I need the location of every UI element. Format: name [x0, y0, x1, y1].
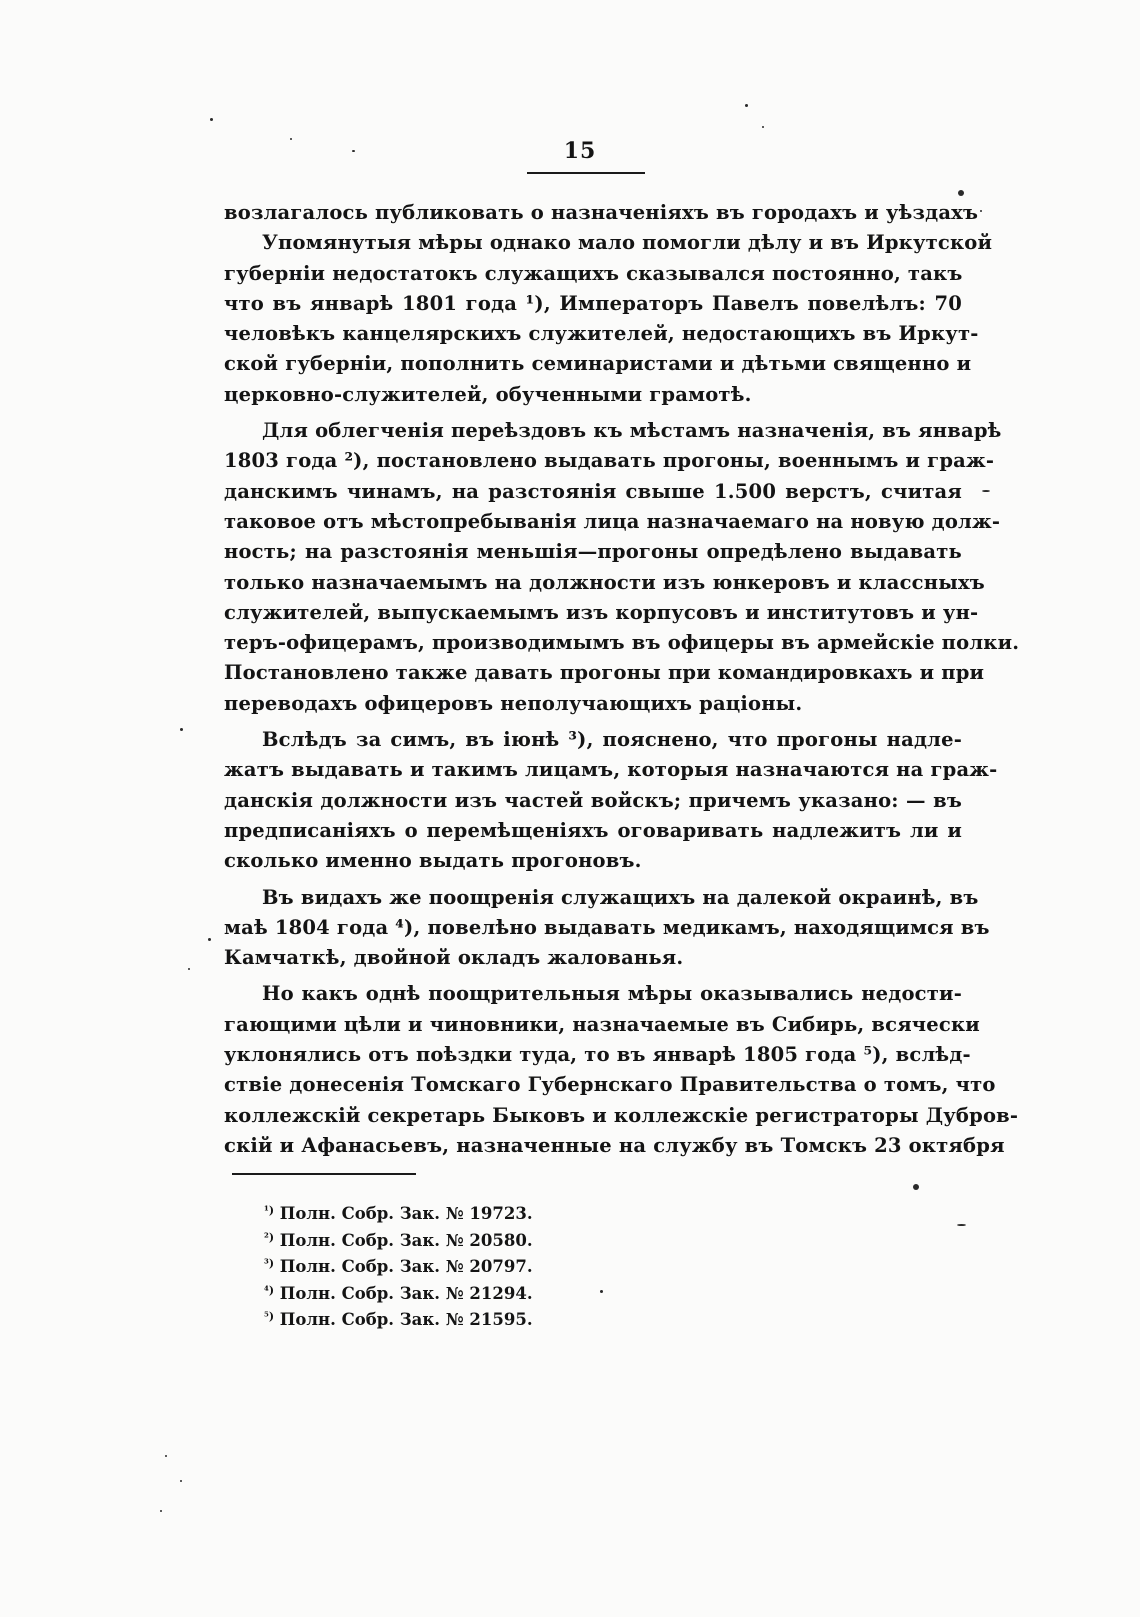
scan-speck	[180, 728, 183, 731]
footnote-text: Полн. Собр. Зак. № 20580.	[279, 1230, 533, 1250]
text-line: только назначаемымъ на должности изъ юнкеровъ и классныхъ	[224, 570, 985, 594]
scan-speck	[290, 138, 292, 140]
text-line: гающими цѣли и чиновники, назначаемые въ Сибирь, всячески	[224, 1012, 980, 1036]
text-line: жатъ выдавать и такимъ лицамъ, которыя назначаются на граж-	[224, 758, 998, 782]
scan-speck	[180, 1480, 182, 1482]
footnote-text: Полн. Собр. Зак. № 21294.	[279, 1283, 533, 1303]
footnote	[264, 1198, 624, 1225]
scan-speck	[980, 210, 982, 212]
footnote-text: Полн. Собр. Зак. № 19723.	[279, 1204, 533, 1223]
body-text	[224, 198, 1020, 1161]
text-line: сколько именно выдать прогоновъ.	[224, 849, 642, 873]
footnote-marker: ²)	[264, 1230, 275, 1244]
text-line: Упомянутыя мѣры однако мало помогли дѣлу и въ Иркутской	[262, 231, 993, 255]
scan-speck	[208, 938, 211, 941]
text-line: ствіе донесенія Томскаго Губернскаго Правительства о томъ, что	[224, 1073, 996, 1097]
scan-speck	[982, 490, 990, 492]
footnote-marker: ⁴)	[264, 1283, 275, 1297]
text-line: теръ-офицерамъ, производимымъ въ офицеры въ армейскіе полки.	[224, 631, 1020, 655]
page-number: 15	[563, 138, 597, 164]
text-line: церковно-служителей, обученными грамотѣ.	[224, 382, 752, 406]
footnote	[264, 1304, 624, 1331]
scan-speck	[913, 1184, 919, 1190]
text-line: данскимъ чинамъ, на разстоянія свыше 1.500 верстъ, считая	[224, 479, 962, 503]
footnote	[264, 1251, 624, 1278]
text-line: Вслѣдъ за симъ, въ іюнѣ ³), пояснено, что прогоны надле-	[262, 728, 962, 752]
text-line: маѣ 1804 года ⁴), повелѣно выдавать медикамъ, находящимся въ	[224, 915, 990, 939]
text-line: Но какъ однѣ поощрительныя мѣры оказывались недости-	[262, 982, 962, 1006]
text-line: ность; на разстоянія меньшія—прогоны опредѣлено выдавать	[224, 540, 962, 564]
text-line: ской губерніи, пополнить семинаристами и дѣтьми священно и	[224, 352, 972, 376]
footnote-text: Полн. Собр. Зак. № 21595.	[279, 1310, 533, 1329]
text-line: данскія должности изъ частей войскъ; причемъ указано: — въ	[224, 788, 962, 812]
footnote-marker: ⁵)	[264, 1310, 275, 1323]
scan-speck	[352, 150, 355, 152]
page-number-rule	[527, 172, 645, 174]
scan-speck	[957, 1224, 966, 1226]
scan-speck	[745, 104, 748, 107]
footnote-marker: ¹)	[264, 1204, 275, 1217]
footnote	[264, 1278, 624, 1305]
footnote	[264, 1225, 624, 1252]
footnote-marker: ³)	[264, 1257, 275, 1270]
scan-speck	[210, 118, 213, 121]
text-line: что въ январѣ 1801 года ¹), Императоръ Павелъ повелѣлъ: 70	[224, 291, 962, 315]
scan-speck	[762, 126, 764, 128]
text-line: 1803 года ²), постановлено выдавать прогоны, военнымъ и граж-	[224, 449, 995, 473]
text-line: губерніи недостатокъ служащихъ сказывался постоянно, такъ	[224, 261, 963, 285]
footnote-text: Полн. Собр. Зак. № 20797.	[279, 1257, 533, 1276]
text-line: переводахъ офицеровъ неполучающихъ раціоны.	[224, 691, 803, 715]
footnotes	[264, 1198, 624, 1331]
text-line: Постановлено также давать прогоны при командировкахъ и при	[224, 661, 985, 685]
text-line: Камчаткѣ, двойной окладъ жалованья.	[224, 946, 684, 970]
text-line: возлагалось публиковать о назначеніяхъ въ городахъ и уѣздахъ	[224, 201, 979, 224]
text-line: служителей, выпускаемымъ изъ корпусовъ и институтовъ и ун-	[224, 600, 979, 624]
scan-speck	[165, 1455, 167, 1457]
scan-speck	[600, 1290, 603, 1293]
text-line: предписаніяхъ о перемѣщеніяхъ оговаривать надлежитъ ли и	[224, 818, 962, 842]
text-line: человѣкъ канцелярскихъ служителей, недостающихъ въ Иркут-	[224, 322, 979, 346]
text-line: коллежскій секретарь Быковъ и коллежскіе регистраторы Дубров-	[224, 1103, 1019, 1127]
scan-speck	[188, 968, 190, 970]
text-line: таковое отъ мѣстопребыванія лица назначаемаго на новую долж-	[224, 509, 1001, 533]
text-line: скій и Афанасьевъ, назначенные на службу въ Томскъ 23 октября	[224, 1133, 1005, 1157]
scan-speck	[160, 1510, 162, 1512]
text-line: уклонялись отъ поѣздки туда, то въ январѣ 1805 года ⁵), вслѣд-	[224, 1043, 971, 1067]
text-line: Для облегченія переѣздовъ къ мѣстамъ назначенія, въ январѣ	[262, 419, 1002, 443]
text-line: Въ видахъ же поощренія служащихъ на далекой окраинѣ, въ	[262, 885, 979, 909]
scan-speck	[958, 190, 964, 196]
footnote-separator	[232, 1173, 416, 1175]
